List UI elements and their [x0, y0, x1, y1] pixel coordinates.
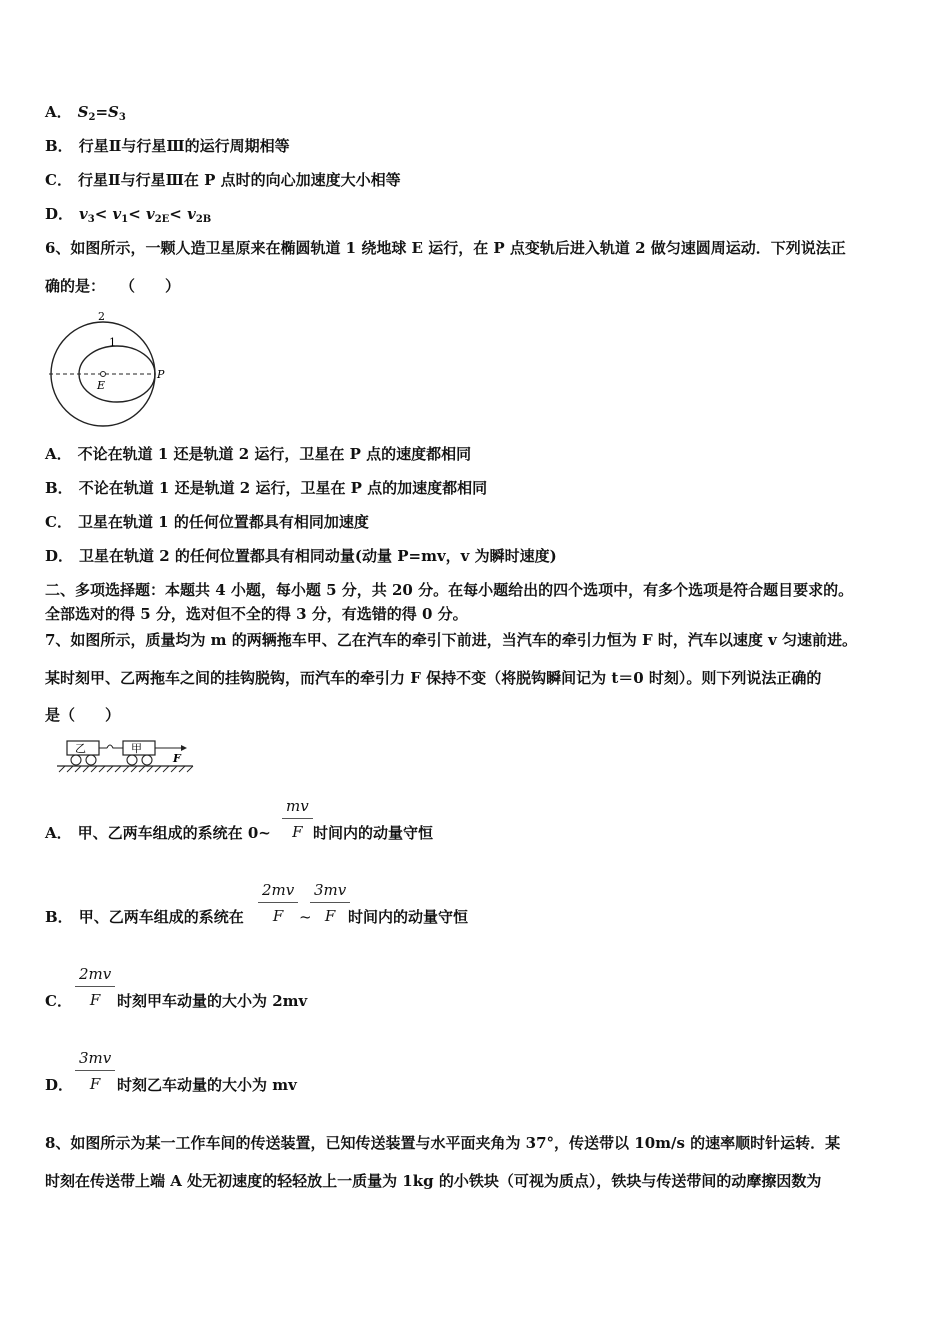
towed-cars-diagram — [55, 736, 200, 776]
q8-stem-line1: 8、如图所示为某一工作车间的传送装置，已知传送装置与水平面夹角为 37°，传送带以 10m/s 的速率顺时针运转．某 — [45, 1134, 841, 1152]
hitch — [99, 745, 123, 748]
force-arrowhead — [181, 745, 187, 751]
wheel — [86, 755, 96, 765]
wheel — [142, 755, 152, 765]
q5-option-b: B． 行星Ⅱ与行星Ⅲ的运行周期相等 — [45, 137, 290, 155]
q7-option-b: B． 甲、乙两车组成的系统在 — [45, 908, 244, 926]
fraction-2mv-over-f: 2mv F — [75, 965, 115, 1009]
q7-option-b-tail: 时间内的动量守恒 — [348, 908, 469, 926]
fraction-2mv-over-f: 2mv F — [258, 881, 298, 925]
label-F: F — [173, 752, 181, 765]
q7-stem-line1: 7、如图所示，质量均为 m 的两辆拖车甲、乙在汽车的牵引下前进，当汽车的牵引力恒为 F 时，汽车以速度 v 匀速前进。 — [45, 631, 858, 649]
q6-option-d: D． 卫星在轨道 2 的任何位置都具有相同动量(动量 P=mv，v 为瞬时速度) — [45, 547, 557, 565]
q7-option-d-tail: 时刻乙车动量的大小为 mv — [117, 1076, 297, 1094]
q7-option-c: C． — [45, 992, 72, 1010]
q7-option-a-tail: 时间内的动量守恒 — [313, 824, 434, 842]
section2-header-line2: 全部选对的得 5 分，选对但不全的得 3 分，有选错的得 0 分。 — [45, 605, 468, 623]
car-yi-label: 乙 — [75, 742, 86, 755]
car-jia-label: 甲 — [131, 742, 142, 755]
fraction-3mv-over-f: 3mv F — [310, 881, 350, 925]
q6-stem-line2: 确的是： （ ） — [45, 277, 181, 295]
label-P: P — [157, 368, 165, 381]
q5-option-d: D． $v_3< v_1< v_{2E}< v_{2B}$ — [45, 205, 212, 225]
section2-header-line1: 二、多项选择题：本题共 4 小题，每小题 5 分，共 20 分。在每小题给出的四个选项中，有多个选项是符合题目要求的。 — [45, 581, 854, 599]
q7-option-d: D． — [45, 1076, 74, 1094]
q7-stem-line3: 是（ ） — [45, 706, 121, 724]
earth-point — [101, 372, 106, 377]
orbit-diagram — [45, 308, 175, 430]
q5-option-a: A． $S_2=S_3$ — [45, 103, 126, 123]
fraction-mv-over-f: mv F — [282, 797, 313, 841]
q6-stem-line1: 6、如图所示，一颗人造卫星原来在椭圆轨道 1 绕地球 E 运行，在 P 点变轨后进入轨道 2 做匀速圆周运动．下列说法正 — [45, 239, 846, 257]
q7-stem-line2: 某时刻甲、乙两拖车之间的挂钩脱钩，而汽车的牵引力 F 保持不变（将脱钩瞬间记为 t＝0 时刻）。则下列说法正确的 — [45, 669, 822, 687]
label-1: 1 — [109, 336, 116, 349]
q6-option-a: A． 不论在轨道 1 还是轨道 2 运行，卫星在 P 点的速度都相同 — [45, 445, 472, 463]
label-E: E — [97, 379, 106, 392]
option-letter: A． — [45, 103, 72, 121]
wheel — [127, 755, 137, 765]
wheel — [71, 755, 81, 765]
tilde: ~ — [299, 908, 312, 926]
label-2: 2 — [98, 310, 105, 323]
q5-option-c: C． 行星Ⅱ与行星Ⅲ在 P 点时的向心加速度大小相等 — [45, 171, 401, 189]
fraction-3mv-over-f: 3mv F — [75, 1049, 115, 1093]
q8-stem-line2: 时刻在传送带上端 A 处无初速度的轻轻放上一质量为 1kg 的小铁块（可视为质点），铁块与传送带间的动摩擦因数为 — [45, 1172, 822, 1190]
q7-option-c-tail: 时刻甲车动量的大小为 2mv — [117, 992, 308, 1010]
q6-option-c: C． 卫星在轨道 1 的任何位置都具有相同加速度 — [45, 513, 369, 531]
q6-option-b: B． 不论在轨道 1 还是轨道 2 运行，卫星在 P 点的加速度都相同 — [45, 479, 488, 497]
ground-hatch — [59, 766, 193, 772]
q7-option-a: A． 甲、乙两车组成的系统在 0~ — [45, 824, 271, 842]
